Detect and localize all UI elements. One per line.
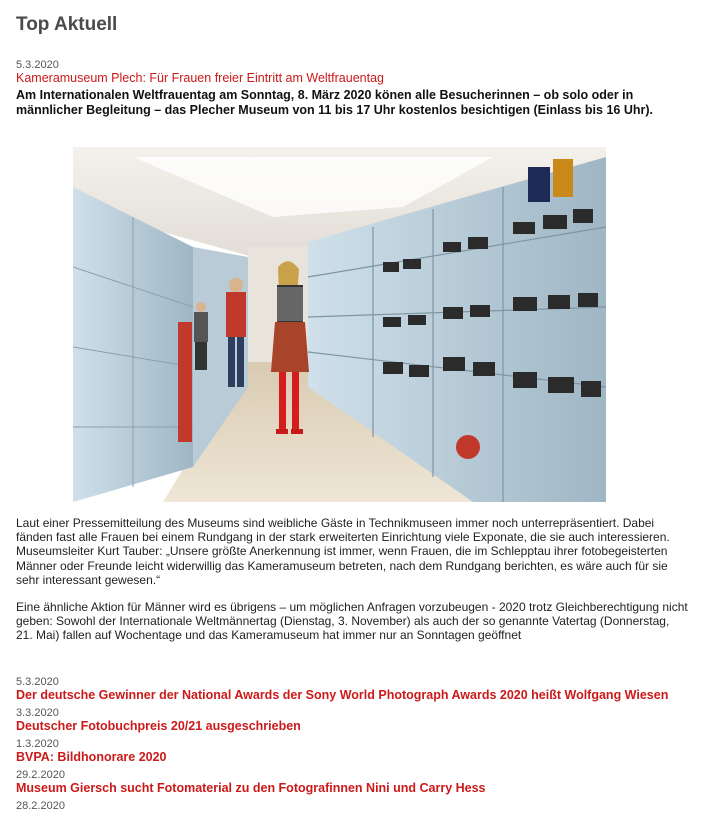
featured-body	[16, 516, 688, 643]
news-title-link[interactable]: Museum Giersch sucht Fotomaterial zu den Fotografinnen Nini und Carry Hess	[16, 781, 486, 795]
page-title: Top Aktuell	[16, 14, 118, 35]
news-date: 29.2.2020	[16, 769, 65, 781]
news-title-link[interactable]: Der deutsche Gewinner der National Awards der Sony World Photograph Awards 2020 heißt Wolfgang Wiesen	[16, 688, 669, 702]
news-date: 5.3.2020	[16, 676, 59, 688]
featured-paragraph-1: Laut einer Pressemitteilung des Museums sind weibliche Gäste in Technikmuseen immer noch unterrepräsentiert. Dabei fänden fast alle Frauen bei einem Rundgang in der stark erweiterten Einrichtung viele Exponate, die sie auch interessieren. Museumsleiter Kurt Tauber: „Unsere größte Anerkennung ist immer, wenn Frauen, die im Schlepptau ihrer fotobegeisterten Männer oder Freunde leicht widerwillig das Kameramuseum betreten, nach dem Rundgang berichten, es wäre auch für sie sehr interessant gewesen.“	[16, 516, 670, 587]
list-item	[16, 707, 688, 734]
featured-paragraph-2: Eine ähnliche Aktion für Männer wird es übrigens – um möglichen Anfragen vorzubeugen - 2020 trotz Gleichberechtigung nicht geben: Sowohl der Internationale Weltmännertag (Dienstag, 3. November) als auch der so genannte Vatertag (Donnerstag, 21. Mai) fallen auf Wochentage und das Kameramuseum hat immer nur an Sonntagen geöffnet	[16, 600, 688, 643]
news-title-link[interactable]: Deutscher Fotobuchpreis 20/21 ausgeschrieben	[16, 719, 301, 733]
list-item	[16, 769, 688, 796]
news-date: 1.3.2020	[16, 738, 59, 750]
news-date: 28.2.2020	[16, 800, 65, 812]
featured-date: 5.3.2020	[16, 59, 59, 71]
list-item	[16, 800, 688, 812]
featured-lead: Am Internationalen Weltfrauentag am Sonntag, 8. März 2020 könen alle Besucherinnen – ob solo oder in männlicher Begleitung – das Plecher Museum von 11 bis 17 Uhr kostenlos besichtigen (Einlass bis 16 Uhr).	[16, 88, 653, 117]
list-item	[16, 738, 688, 765]
news-list	[16, 676, 688, 812]
news-date: 3.3.2020	[16, 707, 59, 719]
featured-photo	[73, 147, 606, 502]
list-item	[16, 676, 688, 703]
news-title-link[interactable]: BVPA: Bildhonorare 2020	[16, 750, 167, 764]
featured-article	[16, 59, 688, 118]
featured-title-link[interactable]: Kameramuseum Plech: Für Frauen freier Eintritt am Weltfrauentag	[16, 71, 384, 85]
